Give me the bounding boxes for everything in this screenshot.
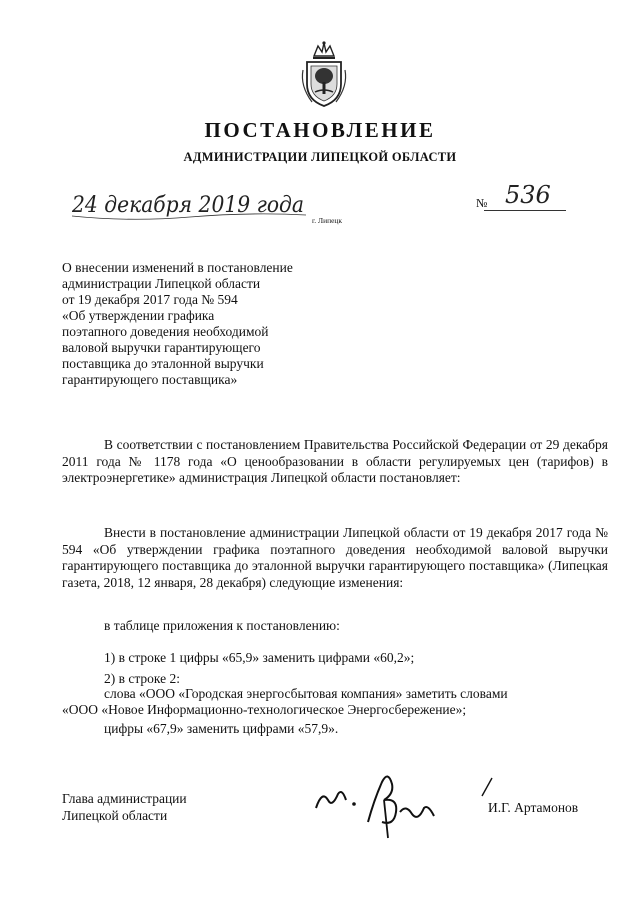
subject-line: администрации Липецкой области [62,276,261,291]
number-underline [484,210,566,211]
svg-text:536: 536 [505,181,551,208]
body-paragraph-1: В соответствии с постановлением Правительства Российской Федерации от 29 декабря 2011 года № 1178 года «О ценообразовании в области регулируемых цен (тарифов) в электроэнергетике» администрация Липецкой области постановляет: [62,437,608,485]
document-subtitle: АДМИНИСТРАЦИИ ЛИПЕЦКОЙ ОБЛАСТИ [183,150,457,164]
body-paragraph-3: в таблице приложения к постановлению: [104,618,340,633]
list-item-2: 2) в строке 2: [104,671,181,686]
list-item-2c: цифры «67,9» заменить цифрами «57,9». [104,721,339,736]
city-label: г. Липецк [312,216,343,225]
number-label: № [476,196,488,210]
signatory-name: И.Г. Артамонов [488,800,579,815]
handwritten-date-icon [70,186,310,222]
subject-line: гарантирующего поставщика» [62,372,238,387]
signatory-position [62,790,187,824]
list-item-1: 1) в строке 1 цифры «65,9» заменить цифрами «60,2»; [104,650,415,665]
subject-line: поставщика до эталонной выручки [62,356,264,371]
subject-block [62,260,342,388]
subject-line: от 19 декабря 2017 года № 594 [62,292,238,307]
body-paragraph-2: Внести в постановление администрации Липецкой области от 19 декабря 2017 года № 594 «Об утверждении графика поэтапного доведения необходимой валовой выручки гарантирующего поставщика до эталонной выручки гарантирующего поставщика» (Липецкая газета, 2018, 12 января, 28 декабря) следующие изменения: [62,525,608,590]
list-item-2a: слова «ООО «Городская энергосбытовая компания» заметить словами [104,686,508,701]
pen-tick-mark-icon [480,776,494,798]
position-line: Липецкой области [62,808,168,823]
handwritten-number-icon [503,180,555,208]
handwritten-signature-icon [308,760,443,840]
subject-line: «Об утверждении графика [62,308,215,323]
coat-of-arms-emblem-icon [298,40,350,110]
subject-line: поэтапного доведения необходимой [62,324,269,339]
svg-text:24 декабря 2019 года: 24 декабря 2019 года [71,193,305,218]
subject-line: О внесении изменений в постановление [62,260,293,275]
document-title: ПОСТАНОВЛЕНИЕ [204,118,436,142]
list-item-2b: «ООО «Новое Информационно-технологическое Энергосбережение»; [62,702,467,717]
subject-line: валовой выручки гарантирующего [62,340,261,355]
position-line: Глава администрации [62,791,187,806]
